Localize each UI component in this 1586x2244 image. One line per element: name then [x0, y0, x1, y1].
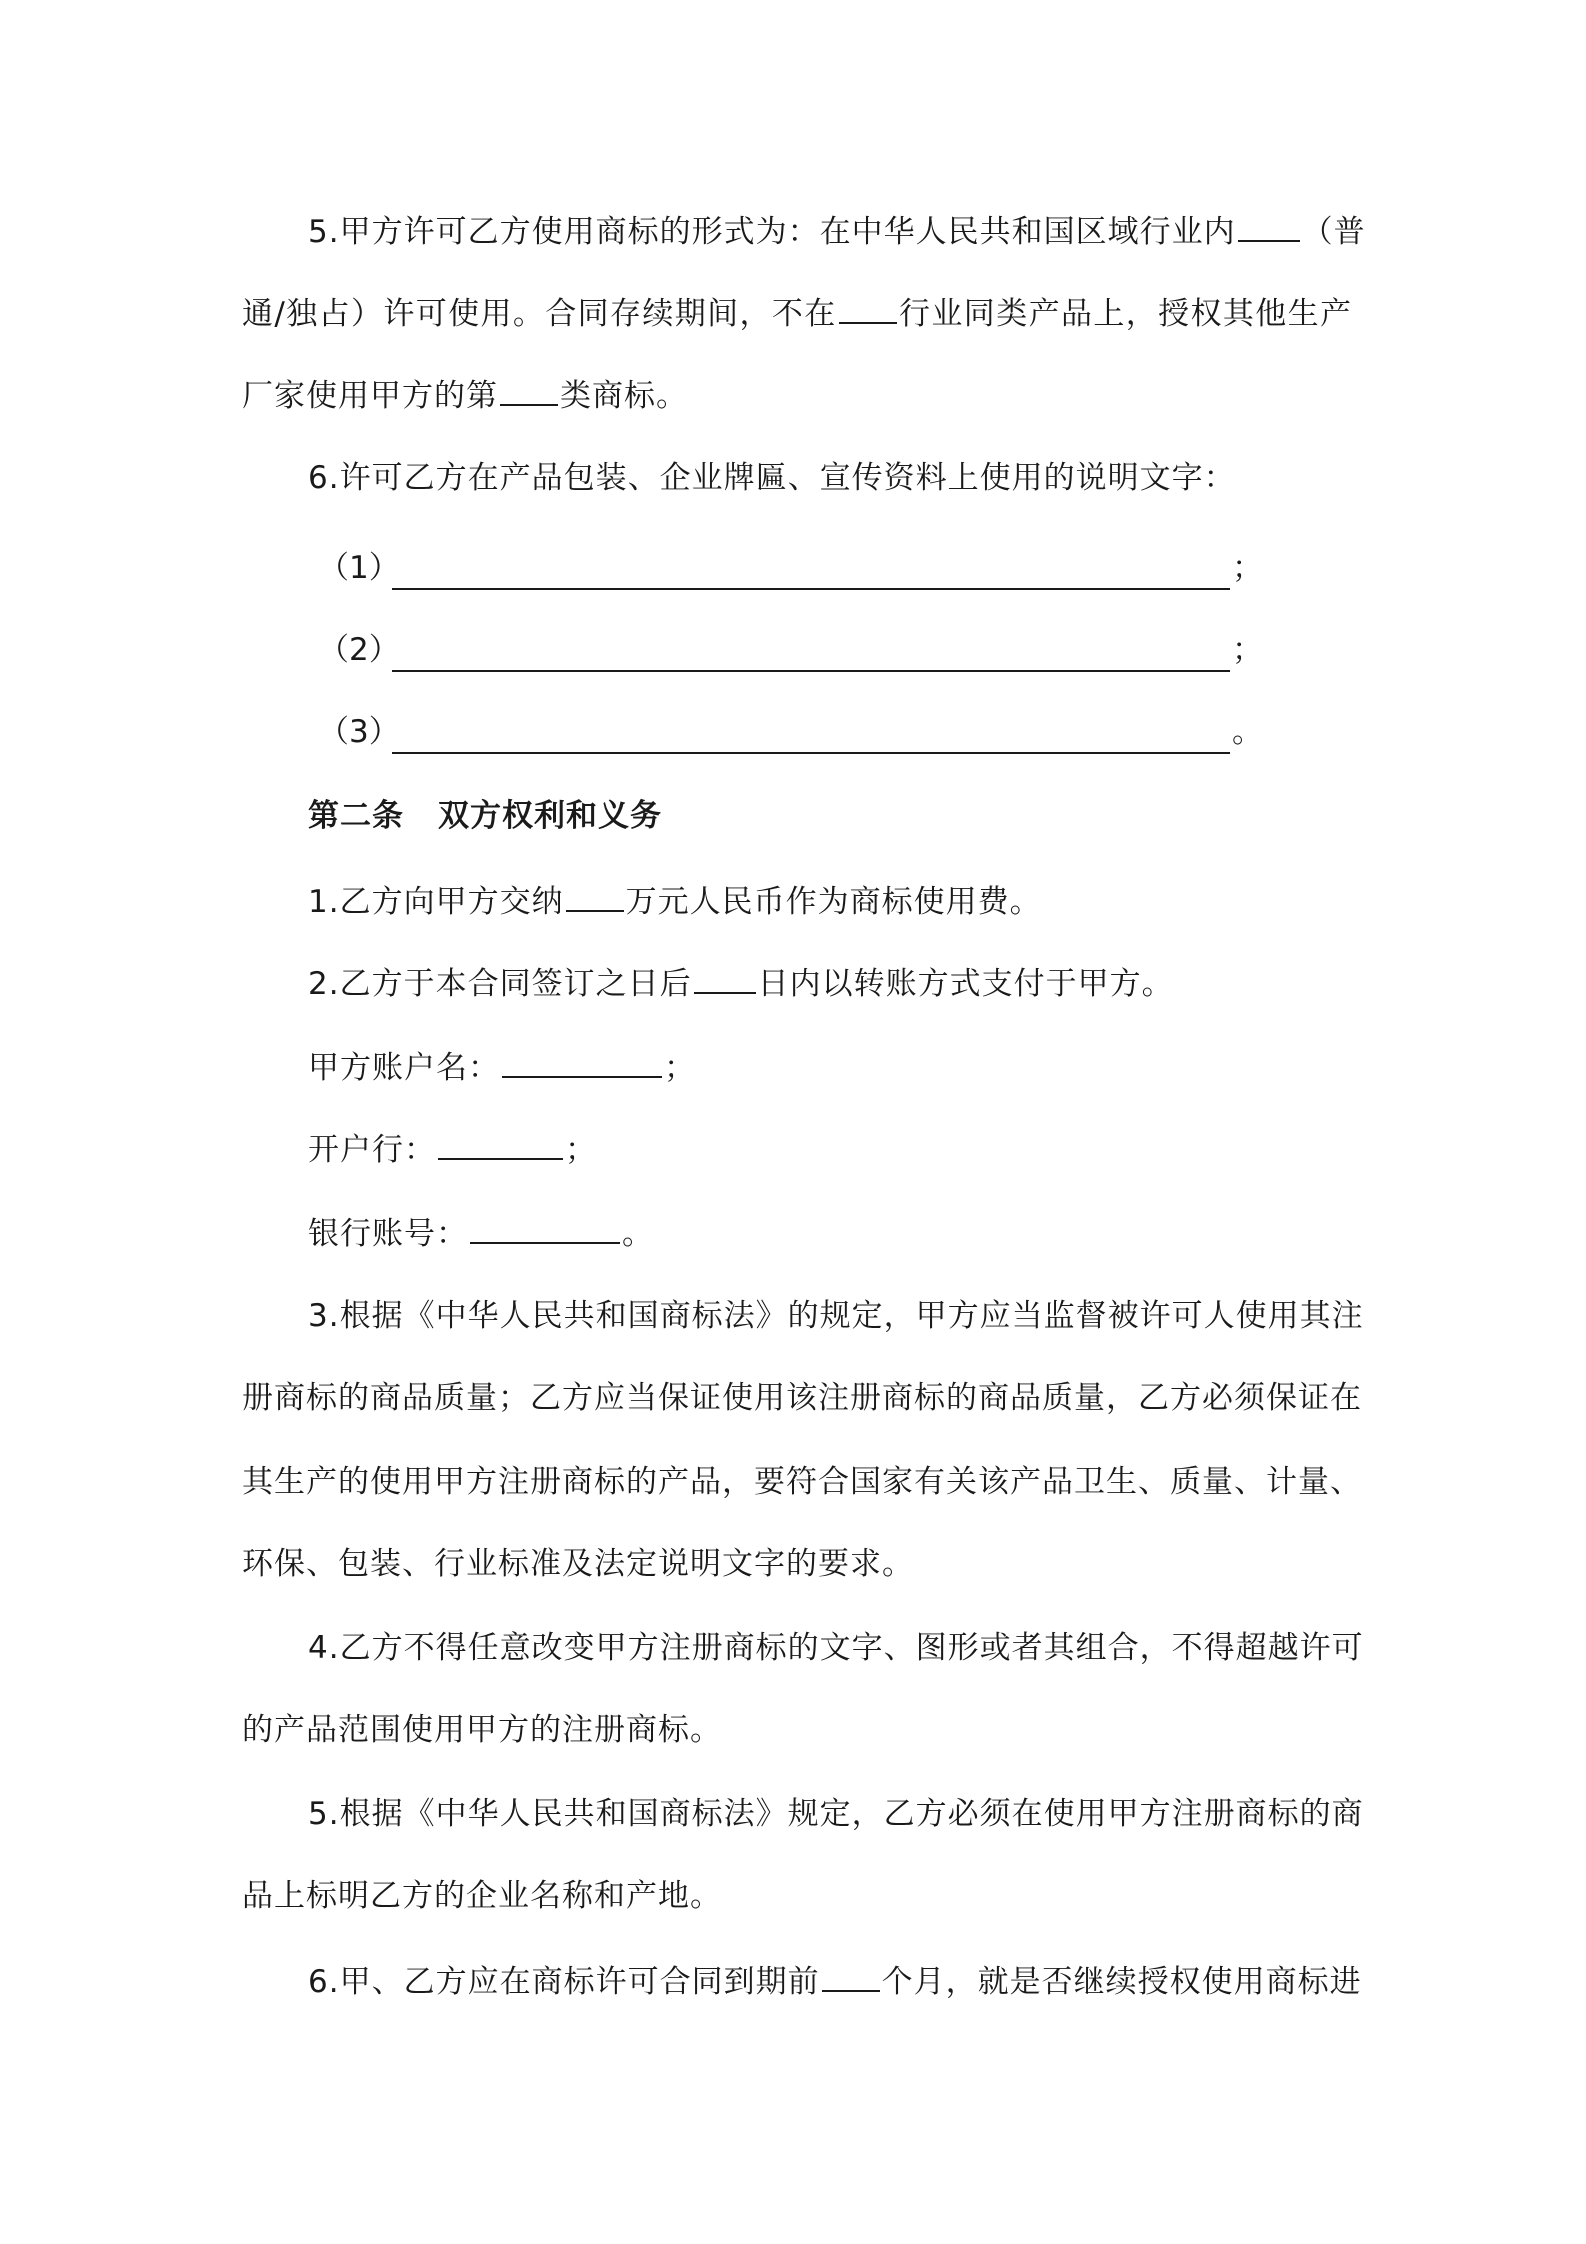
- obligation-4-line-1: 4.乙方不得任意改变甲方注册商标的文字、图形或者其组合，不得超越许可: [308, 1630, 1364, 1666]
- fill-blank[interactable]: [822, 1960, 880, 1992]
- list-end-mark: ；: [1232, 632, 1263, 668]
- obligation-4-line-2: 的产品范围使用甲方的注册商标。: [242, 1712, 722, 1748]
- clause-text: 2.乙方于本合同签订之日后: [308, 966, 692, 1002]
- account-number-blank[interactable]: [470, 1212, 620, 1244]
- clause-text: 1.乙方向甲方交纳: [308, 884, 564, 920]
- clause-text: 日内以转账方式支付于甲方。: [757, 966, 1174, 1002]
- article-heading: [308, 796, 1352, 836]
- description-line-2[interactable]: [392, 670, 1230, 672]
- clause-text: 万元人民币作为商标使用费。: [625, 884, 1042, 920]
- obligation-2: [308, 962, 1352, 1004]
- account-name-row: [308, 1046, 1352, 1088]
- obligation-5-line-2: 品上标明乙方的企业名称和产地。: [242, 1878, 722, 1914]
- clause-text: 行业同类产品上，授权其他生产: [898, 296, 1352, 332]
- clause-text: 6.甲、乙方应在商标许可合同到期前: [308, 1964, 820, 2000]
- punctuation: 。: [622, 1216, 654, 1252]
- obligation-3-line-2: 册商标的商品质量；乙方应当保证使用该注册商标的商品质量，乙方必须保证在: [242, 1380, 1362, 1416]
- fill-blank[interactable]: [1238, 210, 1300, 242]
- obligation-6-line-1: [308, 1960, 1362, 2002]
- fill-blank[interactable]: [694, 962, 756, 994]
- fill-blank[interactable]: [500, 374, 558, 406]
- clause-5-line-2: [242, 292, 1352, 334]
- punctuation: ；: [565, 1132, 597, 1168]
- fill-blank[interactable]: [839, 292, 897, 324]
- obligation-3-line-3: 其生产的使用甲方注册商标的产品，要符合国家有关该产品卫生、质量、计量、: [242, 1464, 1362, 1500]
- list-end-mark: 。: [1232, 714, 1263, 750]
- clause-6-text: 6.许可乙方在产品包装、企业牌匾、宣传资料上使用的说明文字：: [308, 460, 1236, 496]
- account-number-row: [308, 1212, 1352, 1254]
- description-line-3[interactable]: [392, 752, 1230, 754]
- clause-5-line-3: [242, 374, 1352, 416]
- bank-row: [308, 1128, 1352, 1170]
- article-title: 双方权利和义务: [438, 798, 662, 834]
- article-number: 第二条: [308, 798, 404, 834]
- clause-text: （普: [1301, 214, 1366, 250]
- account-name-blank[interactable]: [502, 1046, 662, 1078]
- clause-text: 通/独占）许可使用。合同存续期间，不在: [242, 296, 837, 332]
- list-number: （2）: [318, 632, 400, 668]
- clause-text: 5.甲方许可乙方使用商标的形式为：在中华人民共和国区域行业内: [308, 214, 1236, 250]
- clause-text: 类商标。: [560, 378, 688, 414]
- description-line-1[interactable]: [392, 588, 1230, 590]
- obligation-3-line-1: 3.根据《中华人民共和国商标法》的规定，甲方应当监督被许可人使用其注: [308, 1298, 1364, 1334]
- clause-text: 个月，就是否继续授权使用商标进: [881, 1964, 1362, 2000]
- obligation-3-line-4: 环保、包装、行业标准及法定说明文字的要求。: [242, 1546, 914, 1582]
- list-number: （1）: [318, 550, 400, 586]
- field-label: 开户行：: [308, 1132, 436, 1168]
- list-end-mark: ；: [1232, 550, 1263, 586]
- clause-text: 厂家使用甲方的第: [242, 378, 498, 414]
- clause-5-line-1: [308, 210, 1366, 252]
- list-number: （3）: [318, 714, 400, 750]
- bank-blank[interactable]: [438, 1128, 563, 1160]
- fill-blank[interactable]: [566, 880, 624, 912]
- obligation-5-line-1: 5.根据《中华人民共和国商标法》规定，乙方必须在使用甲方注册商标的商: [308, 1796, 1364, 1832]
- obligation-1: [308, 880, 1352, 922]
- field-label: 甲方账户名：: [308, 1050, 500, 1086]
- field-label: 银行账号：: [308, 1216, 468, 1252]
- punctuation: ；: [664, 1050, 696, 1086]
